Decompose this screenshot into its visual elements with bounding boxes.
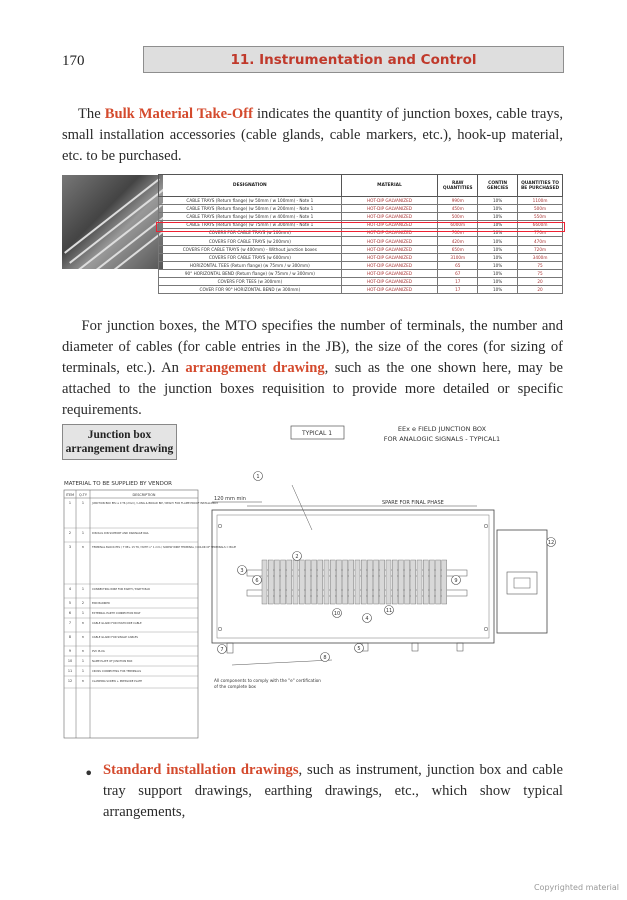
item-qty: 1	[81, 531, 85, 535]
mto-cell: HOT-DIP GALVANIZED	[341, 229, 438, 237]
terminal-block	[429, 560, 434, 604]
mto-row	[159, 237, 563, 245]
terminal-block	[423, 560, 428, 604]
mto-cell: 65	[438, 261, 478, 269]
item-number: 9	[68, 649, 72, 653]
mto-cell: 770m	[518, 229, 563, 237]
mto-cell: 10%	[478, 229, 518, 237]
mto-row	[159, 269, 563, 277]
mto-cell: HOT-DIP GALVANIZED	[341, 277, 438, 285]
item-description: END BARRIER	[92, 602, 110, 605]
terminal-block	[436, 560, 441, 604]
bullet-paragraph	[103, 760, 563, 823]
mto-col-contingency: CONTIN GENCIES	[478, 175, 518, 197]
item-number: 10	[67, 659, 73, 663]
jb-arrangement-label	[62, 424, 177, 460]
item-description: PVC PLUG	[92, 650, 105, 653]
mto-cell: 10%	[478, 245, 518, 253]
terminal-block	[355, 560, 360, 604]
mto-cell: HORIZONTAL TEES (Return flange) (w 75mm / w 300mm)	[159, 261, 342, 269]
terminal-block	[268, 560, 273, 604]
callout-8: 8	[323, 655, 327, 661]
mto-cell: CABLE TRAYS (Return flange) (w 50mm / w 200mm) - Note 1	[159, 205, 342, 213]
mto-cell: 650m	[438, 245, 478, 253]
chapter-header	[143, 46, 564, 73]
mto-cell: HOT-DIP GALVANIZED	[341, 261, 438, 269]
item-description: CABLE GLAND FOR MULTICORE CABLE	[92, 622, 142, 625]
terminal-block	[330, 560, 335, 604]
item-qty: n	[81, 621, 85, 625]
col-qty: Q.TY	[79, 493, 87, 497]
terminal-block	[374, 560, 379, 604]
mto-col-designation: DESIGNATION	[159, 175, 342, 197]
mto-cell: COVER FOR 90° HORIZONTAL BEND (w 300mm)	[159, 286, 342, 294]
callout-5: 5	[357, 646, 361, 652]
terminal-block	[392, 560, 397, 604]
mto-cell: COVERS FOR TEES (w 300mm)	[159, 277, 342, 285]
mto-cell: 3100m	[438, 253, 478, 261]
mto-cell: HOT-DIP GALVANIZED	[341, 253, 438, 261]
mto-row	[159, 197, 563, 205]
mto-cell: 67	[438, 269, 478, 277]
item-description: EXTERNAL EARTH CONNECTION BOLT	[92, 612, 141, 615]
item-description: CROSS CONNECTING FOR TERMINALS	[92, 670, 142, 673]
mto-cell: HOT-DIP GALVANIZED	[341, 286, 438, 294]
callout-11: 11	[385, 608, 393, 614]
callout-4: 4	[365, 616, 369, 622]
mto-cell: 10%	[478, 269, 518, 277]
cert-note-1: All components to comply with the "e" certification	[214, 678, 321, 683]
page-number: 170	[62, 53, 85, 69]
item-qty: 2	[81, 601, 85, 605]
item-description: TERMINAL BLOCK EEx / T 8E+ 15 T6 / WITH n° 1 mm / SCREW WIRE TERMINAL / COLOR OF TERMINALS = BLUE	[92, 546, 237, 549]
item-description: CLAMPING SCREW + PRESSURE PLATE	[92, 680, 143, 683]
mto-row	[159, 253, 563, 261]
typical-label: TYPICAL 1	[301, 430, 333, 437]
mto-cell: 10%	[478, 197, 518, 205]
mto-col-purchase: QUANTITIES TO BE PURCHASED	[518, 175, 563, 197]
mto-cell: 3400m	[518, 253, 563, 261]
item-qty: 1	[81, 501, 85, 505]
mto-cell: 17	[438, 286, 478, 294]
mto-cell: 10%	[478, 237, 518, 245]
mto-body	[159, 197, 563, 294]
junction-box-paragraph	[62, 316, 563, 421]
copyright-notice: Copyrighted material	[533, 883, 619, 892]
terminal-block	[262, 560, 267, 604]
callout-10: 10	[333, 611, 341, 617]
terminal-block	[293, 560, 298, 604]
mto-cell: HOT-DIP GALVANIZED	[341, 197, 438, 205]
mto-cell: CABLE TRAYS (Return flange) (w 50mm / w 400mm) - Note 1	[159, 213, 342, 221]
item-qty: n	[81, 649, 85, 653]
para1-text-b: indicates the quantity of junction boxes, cable trays, small installation accessories (cable glands, cable markers, etc.), hook-up material, etc. to be purchased.	[62, 106, 564, 164]
item-qty: 1	[81, 669, 85, 673]
terminal-block	[318, 560, 323, 604]
item-number: 5	[68, 601, 72, 605]
mto-cell: HOT-DIP GALVANIZED	[341, 237, 438, 245]
terminal-block	[380, 560, 385, 604]
terminal-block	[343, 560, 348, 604]
mto-row	[159, 286, 563, 294]
box-outline	[212, 485, 547, 665]
term-standard-drawings: Standard installation drawings	[103, 762, 299, 778]
terminal-block	[324, 560, 329, 604]
jb-label-line1: Junction box	[87, 429, 152, 441]
callout-3: 3	[240, 568, 244, 574]
mto-cell: HOT-DIP GALVANIZED	[341, 205, 438, 213]
mto-cell: 17	[438, 277, 478, 285]
mto-cell: 720m	[518, 245, 563, 253]
terminal-block	[287, 560, 292, 604]
mto-col-raw: RAW QUANTITIES	[438, 175, 478, 197]
terminal-block	[405, 560, 410, 604]
item-number: 6	[68, 611, 72, 615]
dim-label: 120 mm min	[214, 496, 246, 502]
mto-cell: 6600m	[518, 221, 563, 229]
jb-label-line2: arrangement drawing	[65, 443, 174, 455]
terminal-block	[336, 560, 341, 604]
item-table	[64, 490, 236, 738]
item-description: NAME PLATE OF JUNCTION BOX	[92, 660, 133, 663]
cable-tray-photo	[62, 175, 163, 269]
terminal-block	[312, 560, 317, 604]
item-description: JUNCTION BOX EEx e II T6 (2mm) / LONG & BROAD BIP / READY FOR FLAME PROOF INSTALLMENT	[92, 502, 218, 505]
terminal-block	[299, 560, 304, 604]
mto-cell: 10%	[478, 213, 518, 221]
terminal-block	[386, 560, 391, 604]
para2-text-b: , such as the one shown here, may be attached to the junction boxes requisition to provide more detailed or specific requirements.	[62, 360, 563, 418]
chapter-title: 11. Instrumentation and Control	[230, 51, 477, 68]
item-description: DIN RAIL DIN SUPPORT AND DRAINAGE RAIL	[92, 532, 149, 535]
mto-cell: 10%	[478, 253, 518, 261]
mto-cell: COVERS FOR CABLE TRAYS (w 600mm)	[159, 253, 342, 261]
term-arrangement-drawing: arrangement drawing	[185, 360, 325, 376]
mto-cell: 450m	[438, 205, 478, 213]
mto-table	[158, 174, 563, 294]
item-number: 8	[68, 635, 72, 639]
mto-cell: 500m	[518, 205, 563, 213]
intro-paragraph	[62, 104, 563, 167]
mto-cell: 20	[518, 277, 563, 285]
material-note: MATERIAL TO BE SUPPLIED BY VENDOR	[64, 481, 172, 487]
mto-cell: 1100m	[518, 197, 563, 205]
col-desc: DESCRIPTION	[132, 493, 156, 497]
item-number: 12	[67, 679, 73, 683]
callout-1: 1	[256, 474, 260, 480]
mto-cell: COVERS FOR CABLE TRAYS (w 100mm)	[159, 229, 342, 237]
terminal-block	[417, 560, 422, 604]
item-qty: 1	[81, 659, 85, 663]
mto-cell: 500m	[438, 213, 478, 221]
mto-cell: CABLE TRAYS (Return flange) (w 50mm / w 100mm) - Note 1	[159, 197, 342, 205]
mto-cell: 10%	[478, 286, 518, 294]
drawing-title-2: FOR ANALOGIC SIGNALS - TYPICAL1	[383, 435, 501, 443]
item-number: 4	[68, 587, 72, 591]
item-number: 2	[68, 531, 72, 535]
para1-text-a: The	[78, 106, 105, 122]
item-number: 7	[68, 621, 72, 625]
item-qty: n	[81, 545, 85, 549]
mto-cell: 700m	[438, 229, 478, 237]
mto-cell: 550m	[518, 213, 563, 221]
bullet-dot: •	[84, 764, 94, 783]
mto-cell: 10%	[478, 221, 518, 229]
mto-cell: CABLE TRAYS (Return flange) (w 75mm / w 300mm) - Note 1	[159, 221, 342, 229]
mto-row	[159, 277, 563, 285]
mto-cell: 75	[518, 269, 563, 277]
callout-6: 6	[255, 578, 259, 584]
mto-row	[159, 213, 563, 221]
mto-cell: HOT-DIP GALVANIZED	[341, 221, 438, 229]
highlighted-row-marker	[156, 222, 565, 232]
terminal-block	[281, 560, 286, 604]
mto-col-material: MATERIAL	[341, 175, 438, 197]
mto-cell: 90° HORIZONTAL BEND (Return flange) (w 75mm / w 300mm)	[159, 269, 342, 277]
terminal-block	[398, 560, 403, 604]
drawing-title-1: EEx e FIELD JUNCTION BOX	[397, 425, 487, 433]
mto-cell: COVERS FOR CABLE TRAYS (w 400mm) - Without junction boxes	[159, 245, 342, 253]
terminal-block	[361, 560, 366, 604]
mto-cell: 6000m	[438, 221, 478, 229]
terminal-block	[305, 560, 310, 604]
callout-9: 9	[454, 578, 458, 584]
mto-cell: 10%	[478, 205, 518, 213]
mto-cell: 20	[518, 286, 563, 294]
para2-text-a: For junction boxes, the MTO specifies the number of terminals, the number and diameter of cables (for cable entries in the JB), the size of the cores (for sizing of terminals, etc.). An	[62, 318, 564, 376]
terminal-block	[349, 560, 354, 604]
item-qty: 1	[81, 587, 85, 591]
terminal-block	[274, 560, 279, 604]
mto-cell: 10%	[478, 261, 518, 269]
terminal-block	[367, 560, 372, 604]
junction-box-drawing	[62, 420, 564, 740]
mto-cell: 75	[518, 261, 563, 269]
mto-row	[159, 245, 563, 253]
mto-cell: COVERS FOR CABLE TRAYS (w 200mm)	[159, 237, 342, 245]
mto-row	[159, 205, 563, 213]
spare-label: SPARE FOR FINAL PHASE	[382, 500, 444, 506]
col-item: ITEM	[65, 493, 75, 497]
callout-2: 2	[295, 554, 299, 560]
item-qty: n	[81, 679, 85, 683]
item-number: 3	[68, 545, 72, 549]
callout-7: 7	[220, 647, 224, 653]
cert-note-2: of the complete box	[214, 684, 257, 689]
item-qty: n	[81, 635, 85, 639]
mto-cell: HOT-DIP GALVANIZED	[341, 269, 438, 277]
mto-cell: HOT-DIP GALVANIZED	[341, 245, 438, 253]
terminal-block	[411, 560, 416, 604]
item-number: 11	[67, 669, 73, 673]
mto-cell: 990m	[438, 197, 478, 205]
bullet-text: , such as instrument, junction box and cable tray support drawings, earthing drawings, etc., which show typical arrangements,	[103, 762, 563, 820]
item-description: CONNECTING WIRE FOR EARTH / EARTH BAR	[92, 588, 150, 591]
mto-cell: HOT-DIP GALVANIZED	[341, 213, 438, 221]
term-bulk-mto: Bulk Material Take-Off	[104, 106, 253, 122]
terminal-block	[442, 560, 447, 604]
item-qty: 1	[81, 611, 85, 615]
callout-12: 12	[547, 540, 555, 546]
mto-header-row	[159, 175, 563, 197]
mto-cell: 10%	[478, 277, 518, 285]
mto-cell: 420m	[438, 237, 478, 245]
item-description: CABLE GLAND FOR SINGLE CABLES	[92, 636, 138, 639]
item-number: 1	[68, 501, 72, 505]
mto-row	[159, 261, 563, 269]
mto-cell: 470m	[518, 237, 563, 245]
